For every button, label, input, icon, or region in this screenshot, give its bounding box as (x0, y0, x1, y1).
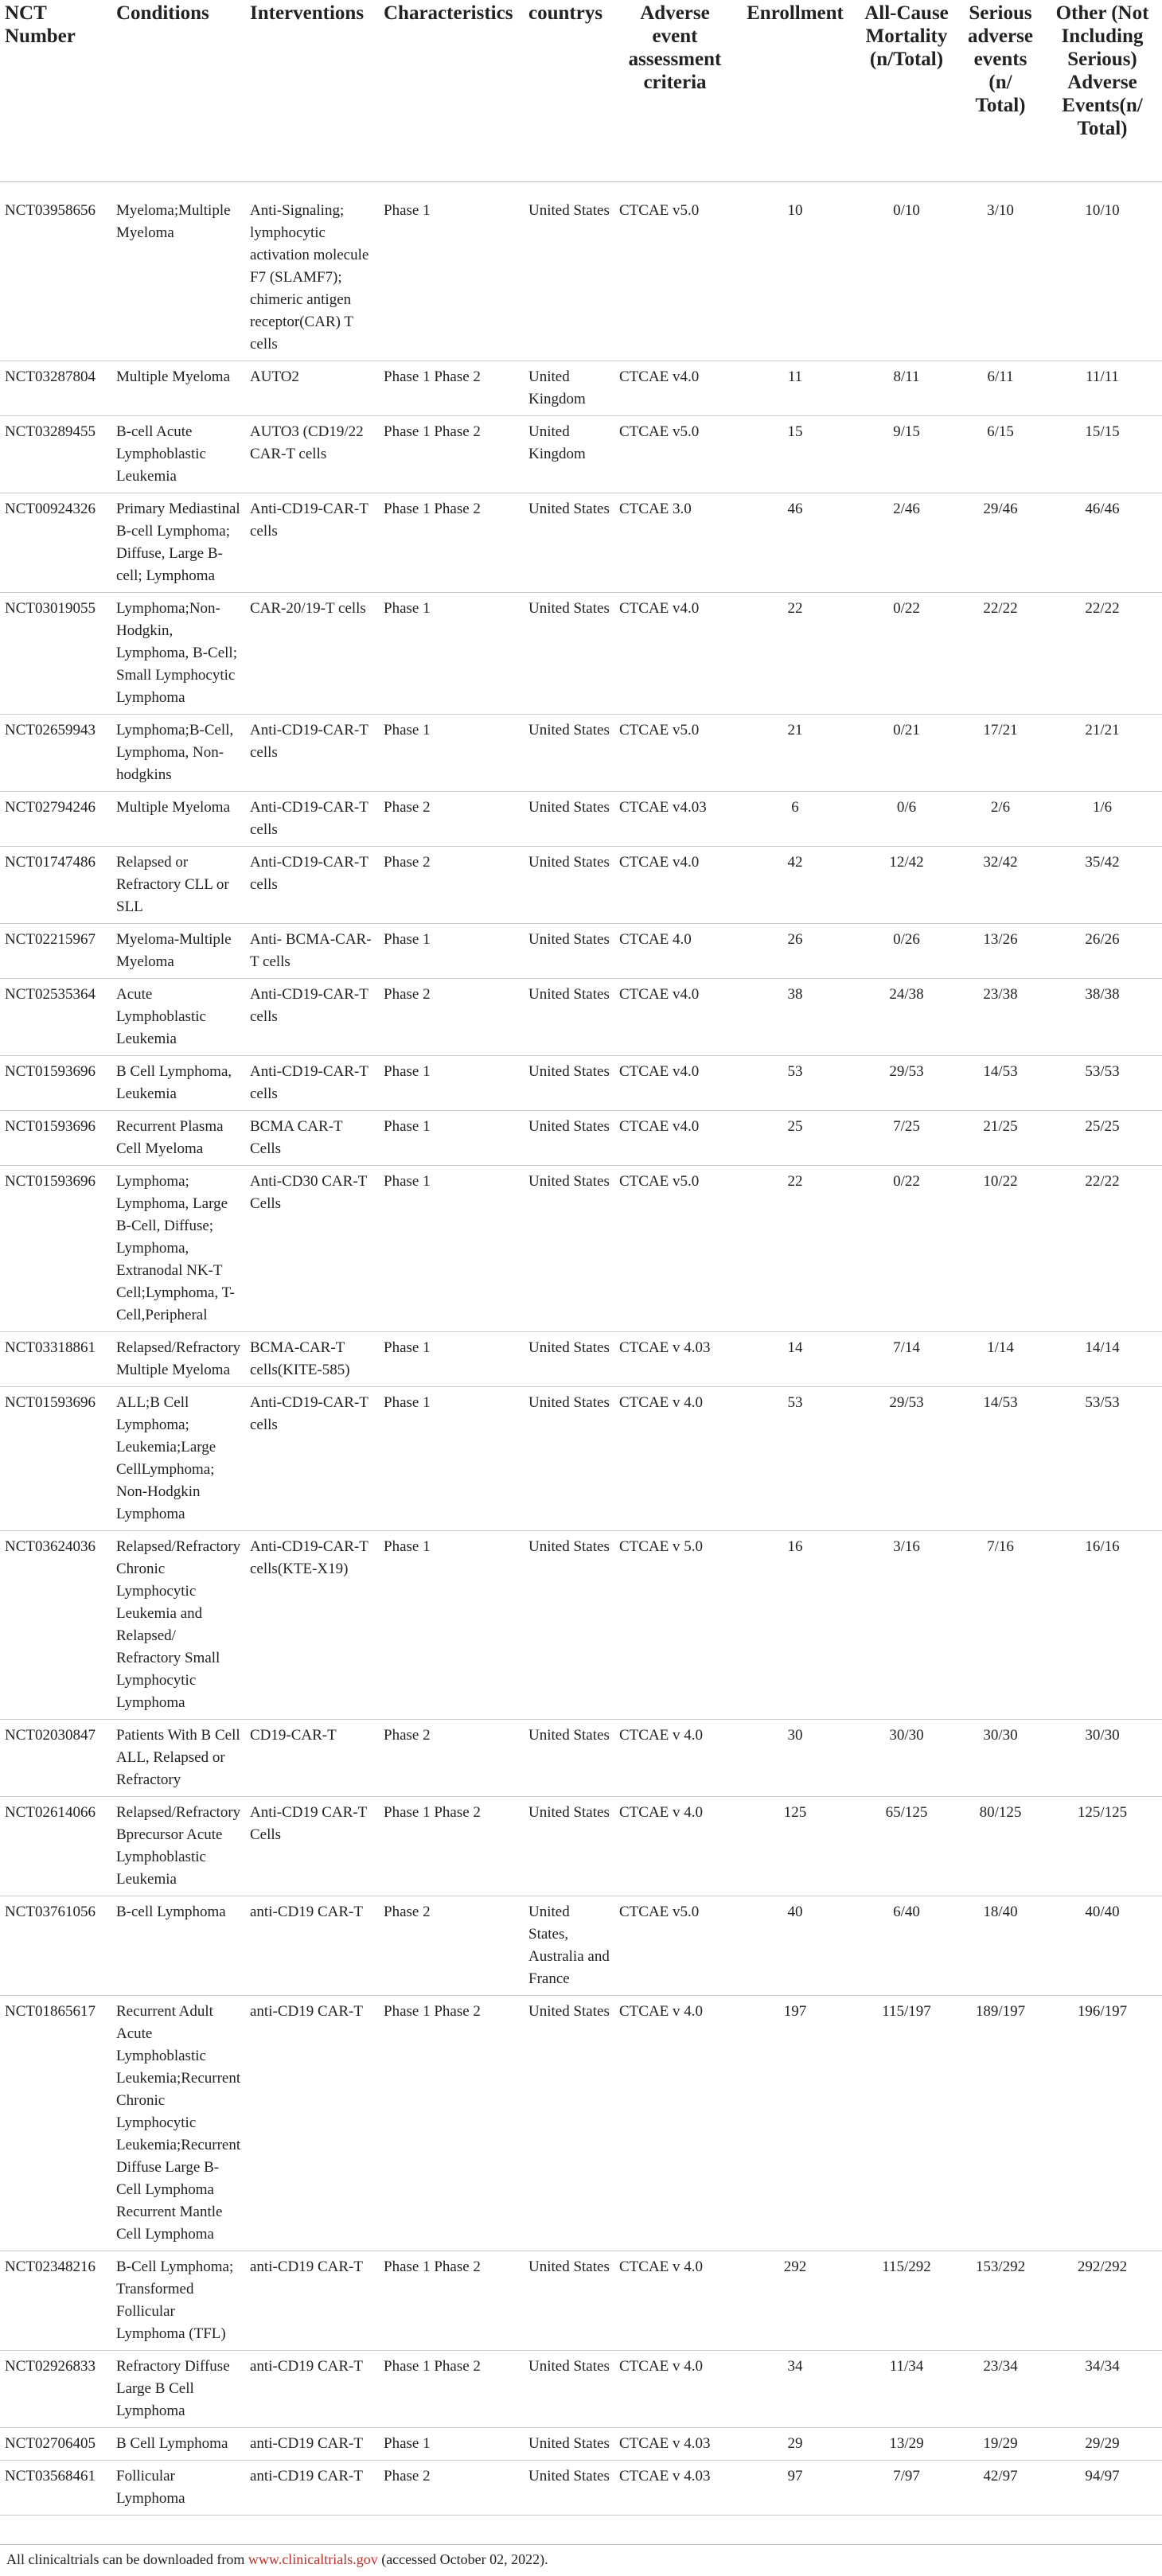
cell-interventions: BCMA-CAR-T cells(KITE-585) (245, 1331, 379, 1386)
cell-nct-number: NCT01593696 (0, 1055, 111, 1110)
cell-ae-criteria: CTCAE 4.0 (614, 923, 735, 978)
table-row (0, 181, 1162, 360)
cell-mortality: 0/21 (855, 714, 958, 791)
cell-conditions: Recurrent Adult Acute Lymphoblastic Leukemia;Recurrent Chronic Lymphocytic Leukemia;Recurrent Diffuse Large B-Cell Lymphoma Recurrent Mantle Cell Lymphoma (111, 1995, 245, 2251)
cell-nct-number: NCT03318861 (0, 1331, 111, 1386)
cell-countrys: United States (524, 1165, 614, 1331)
cell-other-ae: 46/46 (1043, 493, 1162, 592)
cell-other-ae: 38/38 (1043, 978, 1162, 1055)
cell-ae-criteria: CTCAE v 4.03 (614, 2427, 735, 2460)
cell-ae-criteria: CTCAE v4.03 (614, 791, 735, 846)
cell-serious-ae: 6/11 (958, 360, 1043, 415)
cell-serious-ae: 22/22 (958, 592, 1043, 714)
cell-other-ae: 22/22 (1043, 1165, 1162, 1331)
cell-nct-number: NCT03289455 (0, 415, 111, 493)
cell-countrys: United States (524, 791, 614, 846)
cell-interventions: Anti-CD19-CAR-T cells(KTE-X19) (245, 1530, 379, 1719)
cell-conditions: Relapsed/Refractory Multiple Myeloma (111, 1331, 245, 1386)
cell-conditions: ALL;B Cell Lymphoma; Leukemia;Large CellLymphoma; Non-Hodgkin Lymphoma (111, 1386, 245, 1530)
table-row (0, 1719, 1162, 1796)
cell-countrys: United States (524, 1719, 614, 1796)
cell-enrollment: 29 (735, 2427, 855, 2460)
table-row (0, 2350, 1162, 2427)
cell-characteristics: Phase 1 Phase 2 (379, 1995, 524, 2251)
cell-characteristics: Phase 1 (379, 1331, 524, 1386)
cell-countrys: United States (524, 2350, 614, 2427)
cell-interventions: AUTO3 (CD19/22 CAR-T cells (245, 415, 379, 493)
cell-ae-criteria: CTCAE v 4.0 (614, 1386, 735, 1530)
cell-characteristics: Phase 2 (379, 1719, 524, 1796)
cell-serious-ae: 23/34 (958, 2350, 1043, 2427)
cell-interventions: anti-CD19 CAR-T (245, 1896, 379, 1995)
cell-countrys: United States (524, 1796, 614, 1896)
cell-conditions: Multiple Myeloma (111, 360, 245, 415)
cell-ae-criteria: CTCAE v 5.0 (614, 1530, 735, 1719)
cell-conditions: B Cell Lymphoma (111, 2427, 245, 2460)
cell-mortality: 0/22 (855, 592, 958, 714)
cell-mortality: 0/6 (855, 791, 958, 846)
cell-conditions: Myeloma;Multiple Myeloma (111, 181, 245, 360)
cell-other-ae: 15/15 (1043, 415, 1162, 493)
header-ae-criteria: Adverse event assessment criteria (614, 0, 735, 181)
cell-other-ae: 30/30 (1043, 1719, 1162, 1796)
cell-mortality: 29/53 (855, 1386, 958, 1530)
cell-conditions: Relapsed/Refractory Chronic Lymphocytic Leukemia and Relapsed/ Refractory Small Lymphocytic Lymphoma (111, 1530, 245, 1719)
cell-conditions: B Cell Lymphoma, Leukemia (111, 1055, 245, 1110)
cell-serious-ae: 1/14 (958, 1331, 1043, 1386)
cell-interventions: CAR-20/19-T cells (245, 592, 379, 714)
cell-nct-number: NCT03624036 (0, 1530, 111, 1719)
cell-enrollment: 16 (735, 1530, 855, 1719)
cell-conditions: Refractory Diffuse Large B Cell Lymphoma (111, 2350, 245, 2427)
cell-nct-number: NCT02348216 (0, 2251, 111, 2350)
cell-nct-number: NCT01747486 (0, 846, 111, 923)
cell-other-ae: 35/42 (1043, 846, 1162, 923)
cell-countrys: United Kingdom (524, 415, 614, 493)
header-conditions: Conditions (111, 0, 245, 181)
header-interventions: Interventions (245, 0, 379, 181)
cell-serious-ae: 42/97 (958, 2460, 1043, 2515)
table-row (0, 1995, 1162, 2251)
cell-mortality: 115/197 (855, 1995, 958, 2251)
table-row (0, 1331, 1162, 1386)
cell-nct-number: NCT03568461 (0, 2460, 111, 2515)
cell-enrollment: 125 (735, 1796, 855, 1896)
cell-other-ae: 94/97 (1043, 2460, 1162, 2515)
cell-enrollment: 53 (735, 1055, 855, 1110)
cell-countrys: United States (524, 923, 614, 978)
cell-countrys: United Kingdom (524, 360, 614, 415)
cell-enrollment: 40 (735, 1896, 855, 1995)
cell-countrys: United States (524, 978, 614, 1055)
table-row (0, 592, 1162, 714)
cell-conditions: B-cell Acute Lymphoblastic Leukemia (111, 415, 245, 493)
header-countrys: countrys (524, 0, 614, 181)
table-row (0, 791, 1162, 846)
cell-countrys: United States (524, 2251, 614, 2350)
cell-ae-criteria: CTCAE v 4.03 (614, 1331, 735, 1386)
cell-interventions: Anti-CD19-CAR-T cells (245, 978, 379, 1055)
cell-conditions: Myeloma-Multiple Myeloma (111, 923, 245, 978)
cell-interventions: anti-CD19 CAR-T (245, 2460, 379, 2515)
cell-other-ae: 22/22 (1043, 592, 1162, 714)
cell-interventions: anti-CD19 CAR-T (245, 2427, 379, 2460)
cell-characteristics: Phase 1 Phase 2 (379, 1796, 524, 1896)
cell-enrollment: 6 (735, 791, 855, 846)
table-row (0, 2427, 1162, 2460)
cell-ae-criteria: CTCAE v4.0 (614, 1055, 735, 1110)
cell-enrollment: 38 (735, 978, 855, 1055)
cell-countrys: United States (524, 846, 614, 923)
footnote-suffix: (accessed October 02, 2022). (377, 2551, 548, 2567)
cell-conditions: Lymphoma;Non-Hodgkin, Lymphoma, B-Cell; Small Lymphocytic Lymphoma (111, 592, 245, 714)
footnote-prefix: All clinicaltrials can be downloaded from (6, 2551, 248, 2567)
cell-characteristics: Phase 1 (379, 1165, 524, 1331)
cell-characteristics: Phase 1 (379, 1386, 524, 1530)
cell-serious-ae: 32/42 (958, 846, 1043, 923)
cell-enrollment: 15 (735, 415, 855, 493)
cell-enrollment: 197 (735, 1995, 855, 2251)
header-characteristics: Characteristics (379, 0, 524, 181)
cell-conditions: Lymphoma; Lymphoma, Large B-Cell, Diffuse; Lymphoma, Extranodal NK-T Cell;Lymphoma, T-Cell,Peripheral (111, 1165, 245, 1331)
header-nct-number: NCT Number (0, 0, 111, 181)
cell-mortality: 9/15 (855, 415, 958, 493)
cell-nct-number: NCT03019055 (0, 592, 111, 714)
cell-mortality: 0/26 (855, 923, 958, 978)
cell-mortality: 11/34 (855, 2350, 958, 2427)
cell-other-ae: 29/29 (1043, 2427, 1162, 2460)
cell-ae-criteria: CTCAE v5.0 (614, 415, 735, 493)
cell-interventions: Anti-Signaling; lymphocytic activation molecule F7 (SLAMF7); chimeric antigen receptor(CAR) T cells (245, 181, 379, 360)
cell-enrollment: 97 (735, 2460, 855, 2515)
cell-countrys: United States (524, 493, 614, 592)
cell-ae-criteria: CTCAE v4.0 (614, 592, 735, 714)
cell-serious-ae: 29/46 (958, 493, 1043, 592)
table-row (0, 415, 1162, 493)
cell-serious-ae: 10/22 (958, 1165, 1043, 1331)
cell-characteristics: Phase 1 (379, 592, 524, 714)
cell-other-ae: 40/40 (1043, 1896, 1162, 1995)
cell-other-ae: 21/21 (1043, 714, 1162, 791)
cell-mortality: 13/29 (855, 2427, 958, 2460)
table-row (0, 1530, 1162, 1719)
cell-enrollment: 25 (735, 1110, 855, 1165)
header-enrollment: Enrollment (735, 0, 855, 181)
cell-countrys: United States (524, 1386, 614, 1530)
cell-characteristics: Phase 1 Phase 2 (379, 360, 524, 415)
table-row (0, 2460, 1162, 2515)
cell-mortality: 29/53 (855, 1055, 958, 1110)
cell-interventions: AUTO2 (245, 360, 379, 415)
cell-countrys: United States (524, 1995, 614, 2251)
cell-serious-ae: 17/21 (958, 714, 1043, 791)
cell-serious-ae: 189/197 (958, 1995, 1043, 2251)
cell-characteristics: Phase 1 (379, 181, 524, 360)
cell-ae-criteria: CTCAE v 4.03 (614, 2460, 735, 2515)
cell-interventions: anti-CD19 CAR-T (245, 2350, 379, 2427)
cell-enrollment: 292 (735, 2251, 855, 2350)
cell-conditions: Relapsed/Refractory Bprecursor Acute Lymphoblastic Leukemia (111, 1796, 245, 1896)
cell-conditions: Relapsed or Refractory CLL or SLL (111, 846, 245, 923)
cell-mortality: 65/125 (855, 1796, 958, 1896)
cell-other-ae: 10/10 (1043, 181, 1162, 360)
cell-nct-number: NCT01593696 (0, 1165, 111, 1331)
clinicaltrials-link[interactable]: www.clinicaltrials.gov (248, 2551, 378, 2567)
cell-other-ae: 26/26 (1043, 923, 1162, 978)
cell-interventions: BCMA CAR-T Cells (245, 1110, 379, 1165)
footnote (6, 2551, 548, 2568)
cell-serious-ae: 14/53 (958, 1386, 1043, 1530)
cell-characteristics: Phase 1 Phase 2 (379, 493, 524, 592)
cell-conditions: Patients With B Cell ALL, Relapsed or Refractory (111, 1719, 245, 1796)
table-row (0, 493, 1162, 592)
cell-interventions: CD19-CAR-T (245, 1719, 379, 1796)
cell-other-ae: 11/11 (1043, 360, 1162, 415)
cell-conditions: Primary Mediastinal B-cell Lymphoma; Diffuse, Large B-cell; Lymphoma (111, 493, 245, 592)
table-row (0, 2251, 1162, 2350)
cell-mortality: 6/40 (855, 1896, 958, 1995)
cell-conditions: Recurrent Plasma Cell Myeloma (111, 1110, 245, 1165)
cell-characteristics: Phase 1 Phase 2 (379, 2350, 524, 2427)
cell-nct-number: NCT03958656 (0, 181, 111, 360)
table-row (0, 846, 1162, 923)
cell-other-ae: 125/125 (1043, 1796, 1162, 1896)
cell-nct-number: NCT02926833 (0, 2350, 111, 2427)
cell-interventions: Anti-CD19 CAR-T Cells (245, 1796, 379, 1896)
cell-mortality: 7/14 (855, 1331, 958, 1386)
cell-interventions: Anti-CD19-CAR-T cells (245, 846, 379, 923)
cell-nct-number: NCT00924326 (0, 493, 111, 592)
cell-enrollment: 22 (735, 1165, 855, 1331)
cell-conditions: Multiple Myeloma (111, 791, 245, 846)
cell-other-ae: 34/34 (1043, 2350, 1162, 2427)
cell-enrollment: 10 (735, 181, 855, 360)
table-row (0, 1055, 1162, 1110)
cell-countrys: United States (524, 1110, 614, 1165)
cell-ae-criteria: CTCAE v 4.0 (614, 2251, 735, 2350)
cell-serious-ae: 19/29 (958, 2427, 1043, 2460)
cell-ae-criteria: CTCAE 3.0 (614, 493, 735, 592)
cell-ae-criteria: CTCAE v5.0 (614, 181, 735, 360)
cell-serious-ae: 18/40 (958, 1896, 1043, 1995)
cell-mortality: 115/292 (855, 2251, 958, 2350)
cell-ae-criteria: CTCAE v 4.0 (614, 2350, 735, 2427)
cell-characteristics: Phase 1 Phase 2 (379, 415, 524, 493)
cell-enrollment: 42 (735, 846, 855, 923)
cell-serious-ae: 13/26 (958, 923, 1043, 978)
cell-characteristics: Phase 1 Phase 2 (379, 2251, 524, 2350)
table-row (0, 1386, 1162, 1530)
cell-interventions: anti-CD19 CAR-T (245, 1995, 379, 2251)
cell-conditions: B-cell Lymphoma (111, 1896, 245, 1995)
cell-mortality: 12/42 (855, 846, 958, 923)
table-row (0, 1165, 1162, 1331)
cell-other-ae: 292/292 (1043, 2251, 1162, 2350)
cell-ae-criteria: CTCAE v 4.0 (614, 1796, 735, 1896)
table-row (0, 978, 1162, 1055)
cell-nct-number: NCT01865617 (0, 1995, 111, 2251)
cell-mortality: 8/11 (855, 360, 958, 415)
cell-countrys: United States (524, 592, 614, 714)
table-row (0, 1110, 1162, 1165)
cell-interventions: Anti-CD19-CAR-T cells (245, 493, 379, 592)
cell-nct-number: NCT01593696 (0, 1110, 111, 1165)
cell-characteristics: Phase 2 (379, 978, 524, 1055)
cell-ae-criteria: CTCAE v 4.0 (614, 1995, 735, 2251)
cell-interventions: Anti-CD19-CAR-T cells (245, 791, 379, 846)
cell-serious-ae: 30/30 (958, 1719, 1043, 1796)
cell-conditions: Acute Lymphoblastic Leukemia (111, 978, 245, 1055)
cell-nct-number: NCT02659943 (0, 714, 111, 791)
table-row (0, 1896, 1162, 1995)
cell-ae-criteria: CTCAE v 4.0 (614, 1719, 735, 1796)
cell-mortality: 0/22 (855, 1165, 958, 1331)
cell-ae-criteria: CTCAE v5.0 (614, 1896, 735, 1995)
cell-enrollment: 14 (735, 1331, 855, 1386)
cell-nct-number: NCT02535364 (0, 978, 111, 1055)
cell-mortality: 7/25 (855, 1110, 958, 1165)
cell-enrollment: 46 (735, 493, 855, 592)
cell-countrys: United States (524, 181, 614, 360)
cell-interventions: anti-CD19 CAR-T (245, 2251, 379, 2350)
cell-other-ae: 16/16 (1043, 1530, 1162, 1719)
cell-nct-number: NCT01593696 (0, 1386, 111, 1530)
cell-characteristics: Phase 2 (379, 1896, 524, 1995)
cell-characteristics: Phase 2 (379, 2460, 524, 2515)
cell-countrys: United States (524, 2460, 614, 2515)
cell-characteristics: Phase 1 (379, 2427, 524, 2460)
header-other-ae: Other (Not Including Serious) Adverse Events(n/ Total) (1043, 0, 1162, 181)
cell-serious-ae: 14/53 (958, 1055, 1043, 1110)
cell-ae-criteria: CTCAE v4.0 (614, 1110, 735, 1165)
cell-serious-ae: 3/10 (958, 181, 1043, 360)
cell-enrollment: 53 (735, 1386, 855, 1530)
cell-interventions: Anti-CD19-CAR-T cells (245, 1055, 379, 1110)
cell-countrys: United States (524, 714, 614, 791)
cell-enrollment: 22 (735, 592, 855, 714)
cell-serious-ae: 2/6 (958, 791, 1043, 846)
footnote-divider (0, 2544, 1162, 2545)
header-mortality: All-Cause Mortality (n/Total) (855, 0, 958, 181)
cell-interventions: Anti-CD19-CAR-T cells (245, 1386, 379, 1530)
cell-other-ae: 14/14 (1043, 1331, 1162, 1386)
cell-conditions: B-Cell Lymphoma; Transformed Follicular Lymphoma (TFL) (111, 2251, 245, 2350)
cell-serious-ae: 80/125 (958, 1796, 1043, 1896)
table-row (0, 360, 1162, 415)
cell-characteristics: Phase 1 (379, 923, 524, 978)
cell-nct-number: NCT02706405 (0, 2427, 111, 2460)
cell-mortality: 30/30 (855, 1719, 958, 1796)
cell-ae-criteria: CTCAE v4.0 (614, 846, 735, 923)
cell-conditions: Follicular Lymphoma (111, 2460, 245, 2515)
cell-nct-number: NCT03287804 (0, 360, 111, 415)
cell-ae-criteria: CTCAE v4.0 (614, 978, 735, 1055)
cell-other-ae: 25/25 (1043, 1110, 1162, 1165)
cell-ae-criteria: CTCAE v5.0 (614, 714, 735, 791)
cell-serious-ae: 21/25 (958, 1110, 1043, 1165)
cell-characteristics: Phase 2 (379, 846, 524, 923)
cell-countrys: United States (524, 1055, 614, 1110)
cell-other-ae: 53/53 (1043, 1386, 1162, 1530)
cell-serious-ae: 7/16 (958, 1530, 1043, 1719)
cell-mortality: 24/38 (855, 978, 958, 1055)
cell-nct-number: NCT02215967 (0, 923, 111, 978)
cell-nct-number: NCT02794246 (0, 791, 111, 846)
table-row (0, 923, 1162, 978)
cell-serious-ae: 23/38 (958, 978, 1043, 1055)
cell-characteristics: Phase 1 (379, 1055, 524, 1110)
cell-serious-ae: 153/292 (958, 2251, 1043, 2350)
cell-countrys: United States (524, 1331, 614, 1386)
table-row (0, 1796, 1162, 1896)
cell-nct-number: NCT03761056 (0, 1896, 111, 1995)
cell-enrollment: 34 (735, 2350, 855, 2427)
cell-interventions: Anti- BCMA-CAR-T cells (245, 923, 379, 978)
table-row (0, 714, 1162, 791)
header-serious-ae: Serious adverse events (n/ Total) (958, 0, 1043, 181)
cell-enrollment: 21 (735, 714, 855, 791)
cell-mortality: 3/16 (855, 1530, 958, 1719)
cell-characteristics: Phase 1 (379, 714, 524, 791)
cell-characteristics: Phase 2 (379, 791, 524, 846)
cell-mortality: 7/97 (855, 2460, 958, 2515)
cell-interventions: Anti-CD19-CAR-T cells (245, 714, 379, 791)
cell-other-ae: 1/6 (1043, 791, 1162, 846)
cell-conditions: Lymphoma;B-Cell, Lymphoma, Non-hodgkins (111, 714, 245, 791)
cell-other-ae: 196/197 (1043, 1995, 1162, 2251)
cell-nct-number: NCT02614066 (0, 1796, 111, 1896)
cell-characteristics: Phase 1 (379, 1530, 524, 1719)
cell-mortality: 2/46 (855, 493, 958, 592)
cell-mortality: 0/10 (855, 181, 958, 360)
cell-countrys: United States (524, 1530, 614, 1719)
cell-enrollment: 30 (735, 1719, 855, 1796)
cell-serious-ae: 6/15 (958, 415, 1043, 493)
cell-countrys: United States (524, 2427, 614, 2460)
cell-enrollment: 26 (735, 923, 855, 978)
cell-characteristics: Phase 1 (379, 1110, 524, 1165)
cell-enrollment: 11 (735, 360, 855, 415)
cell-ae-criteria: CTCAE v4.0 (614, 360, 735, 415)
cell-interventions: Anti-CD30 CAR-T Cells (245, 1165, 379, 1331)
cell-other-ae: 53/53 (1043, 1055, 1162, 1110)
cell-nct-number: NCT02030847 (0, 1719, 111, 1796)
table-header-row (0, 0, 1162, 181)
cell-ae-criteria: CTCAE v5.0 (614, 1165, 735, 1331)
cell-countrys: United States, Australia and France (524, 1896, 614, 1995)
table-body (0, 181, 1162, 2515)
